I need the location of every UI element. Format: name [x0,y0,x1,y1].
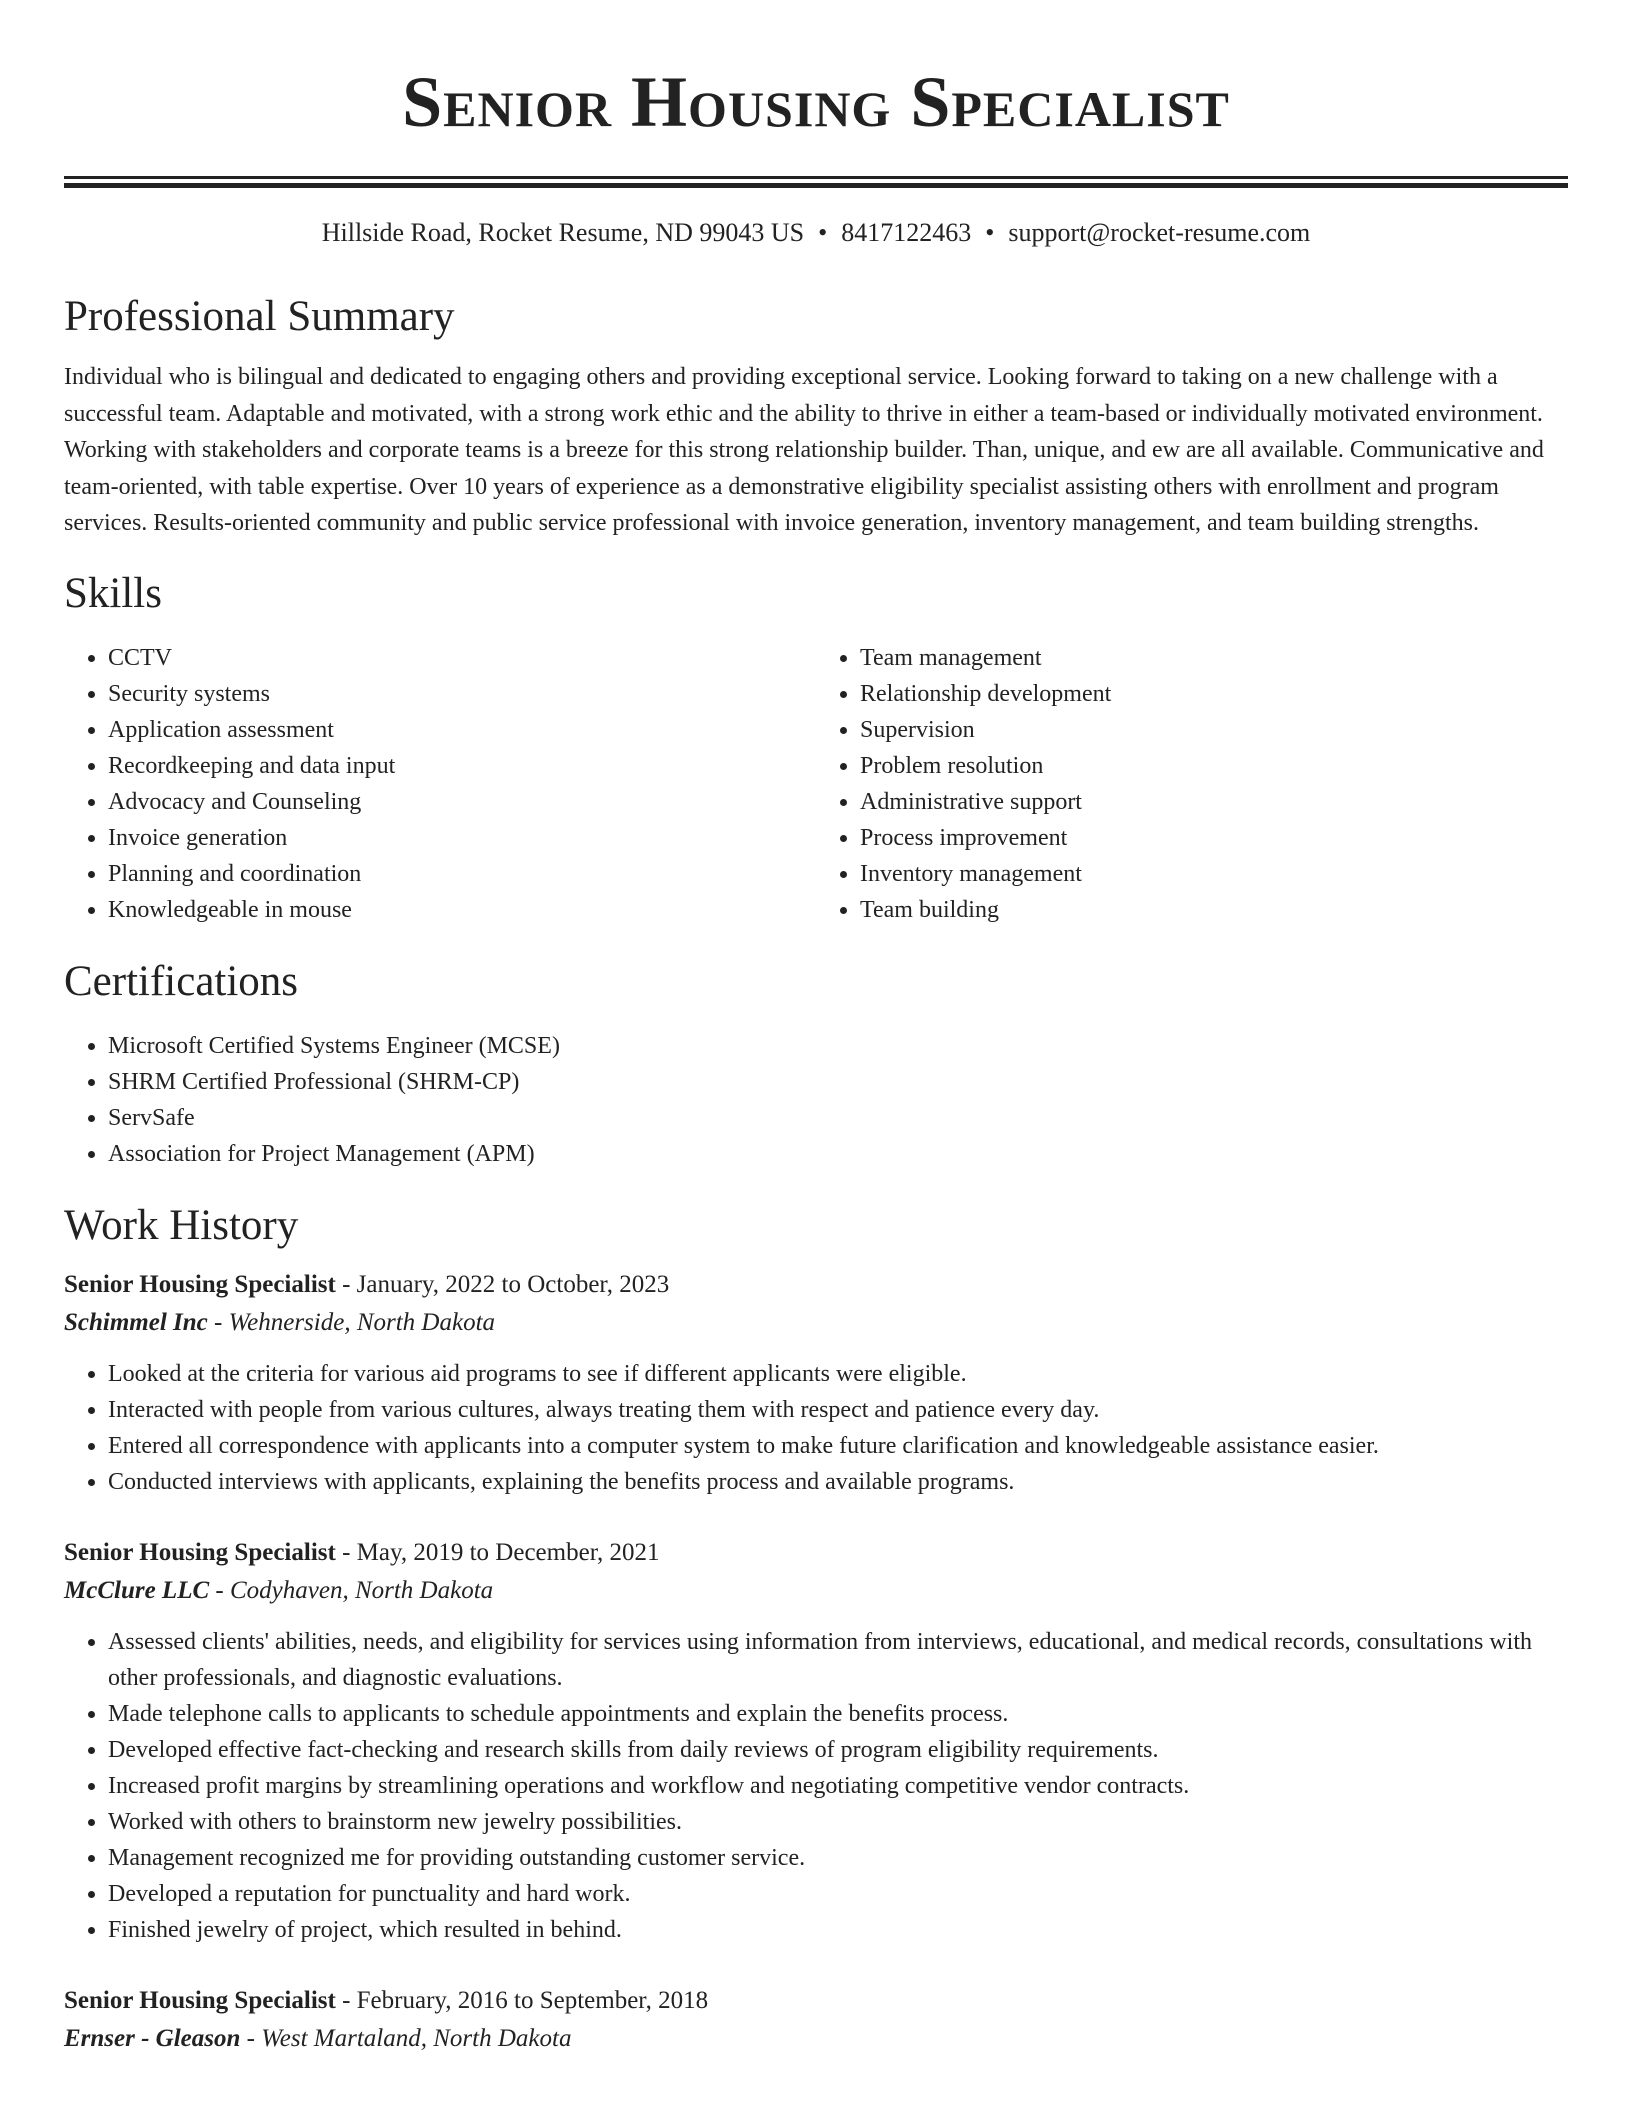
job-location: Codyhaven, North Dakota [229,1576,494,1604]
skill-item: • Inventory management [860,856,1568,892]
skill-item: • Application assessment [108,712,816,748]
contact-separator: • [985,218,995,247]
header-divider [64,176,1568,179]
work-history-section [64,1200,1568,2058]
job-dates: February, 2016 to September, 2018 [356,1986,709,2014]
skill-item: • Administrative support [860,784,1568,820]
job-employer [64,2020,1568,2058]
job-dash: - [342,1986,351,2014]
job-header [64,1982,1568,2020]
summary-section [64,291,1568,542]
contact-separator: • [818,218,828,247]
job-duties-list [64,1624,1568,1948]
skills-heading: Skills [64,569,162,617]
certification-item: • ServSafe [108,1100,1568,1136]
job-employer [64,1304,1568,1342]
job-duty: • Conducted interviews with applicants, explaining the benefits process and available programs. [108,1464,1568,1500]
job-duty: • Increased profit margins by streamlining operations and workflow and negotiating competitive vendor contracts. [108,1768,1568,1804]
job-dash: - [342,1538,351,1566]
job-location: Wehnerside, North Dakota [228,1308,496,1336]
job-duty: • Developed a reputation for punctuality and hard work. [108,1876,1568,1912]
job-entry [64,1534,1568,1948]
contact-email[interactable]: support@rocket-resume.com [1008,218,1311,247]
page-title: Senior Housing Specialist [402,62,1230,142]
job-duty: • Worked with others to brainstorm new jewelry possibilities. [108,1804,1568,1840]
certification-item: • Association for Project Management (APM) [108,1136,1568,1172]
job-title: Senior Housing Specialist [64,1538,336,1566]
certifications-list [64,1028,1568,1172]
certifications-heading: Certifications [64,957,299,1005]
job-duty: • Assessed clients' abilities, needs, and eligibility for services using information from interviews, educational, and medical records, consultations with other professionals, and diagnostic evaluations. [108,1624,1568,1696]
job-company: Schimmel Inc [64,1308,208,1336]
skills-column-right [816,640,1568,928]
job-title: Senior Housing Specialist [64,1986,336,2014]
resume-header [0,0,1632,144]
job-dates: May, 2019 to December, 2021 [356,1538,660,1566]
job-duty: • Looked at the criteria for various aid programs to see if different applicants were eligible. [108,1356,1568,1392]
job-company: Ernser - Gleason [64,2024,241,2052]
contact-line [0,217,1632,249]
skill-item: • Advocacy and Counseling [108,784,816,820]
job-company: McClure LLC [64,1576,210,1604]
job-header [64,1266,1568,1304]
job-employer [64,1572,1568,1610]
job-entry [64,1982,1568,2058]
job-location: West Martaland, North Dakota [261,2024,572,2052]
work-history-heading: Work History [64,1201,299,1249]
job-duty: • Management recognized me for providing outstanding customer service. [108,1840,1568,1876]
skill-item: • Team building [860,892,1568,928]
summary-heading: Professional Summary [64,293,455,340]
skill-item: • Planning and coordination [108,856,816,892]
certifications-section [64,956,1568,1172]
contact-phone: 8417122463 [841,218,972,247]
certification-item: • SHRM Certified Professional (SHRM-CP) [108,1064,1568,1100]
skills-list-right [816,640,1568,928]
skills-section [64,568,1568,928]
job-duties-list [64,1356,1568,1500]
job-entry [64,1266,1568,1500]
skill-item: • Team management [860,640,1568,676]
skills-list-left [64,640,816,928]
skill-item: • Security systems [108,676,816,712]
contact-address: Hillside Road, Rocket Resume, ND 99043 US [321,218,805,247]
job-duty: • Developed effective fact-checking and research skills from daily reviews of program eligibility requirements. [108,1732,1568,1768]
job-duty: • Entered all correspondence with applicants into a computer system to make future clarification and knowledgeable assistance easier. [108,1428,1568,1464]
job-dash: - [342,1270,351,1298]
job-duty: • Made telephone calls to applicants to schedule appointments and explain the benefits process. [108,1696,1568,1732]
skill-item: • Recordkeeping and data input [108,748,816,784]
job-dash: - [246,2024,255,2052]
job-title: Senior Housing Specialist [64,1270,336,1298]
certification-item: • Microsoft Certified Systems Engineer (MCSE) [108,1028,1568,1064]
skills-column-left [64,640,816,928]
skill-item: • Supervision [860,712,1568,748]
skills-columns [64,640,1568,928]
skill-item: • Invoice generation [108,820,816,856]
skill-item: • Problem resolution [860,748,1568,784]
skill-item: • CCTV [108,640,816,676]
job-duty: • Finished jewelry of project, which resulted in behind. [108,1912,1568,1948]
summary-text: Individual who is bilingual and dedicated to engaging others and providing exceptional service. Looking forward to taking on a new challenge with a successful team. Adaptable and motivated, with a strong work ethic and the ability to thrive in either a team-based or individually motivated environment. Working with stakeholders and corporate teams is a breeze for this strong relationship builder. Than, unique, and ew are all available. Communicative and team-oriented, with table expertise. Over 10 years of experience as a demonstrative eligibility specialist assisting others with enrollment and program services. Results-oriented community and public service professional with invoice generation, inventory management, and team building strengths. [64,364,1544,536]
job-dash: - [214,1308,223,1336]
job-dash: - [215,1576,224,1604]
skill-item: • Process improvement [860,820,1568,856]
job-duty: • Interacted with people from various cultures, always treating them with respect and patience every day. [108,1392,1568,1428]
job-dates: January, 2022 to October, 2023 [356,1270,670,1298]
job-header [64,1534,1568,1572]
skill-item: • Knowledgeable in mouse [108,892,816,928]
skill-item: • Relationship development [860,676,1568,712]
